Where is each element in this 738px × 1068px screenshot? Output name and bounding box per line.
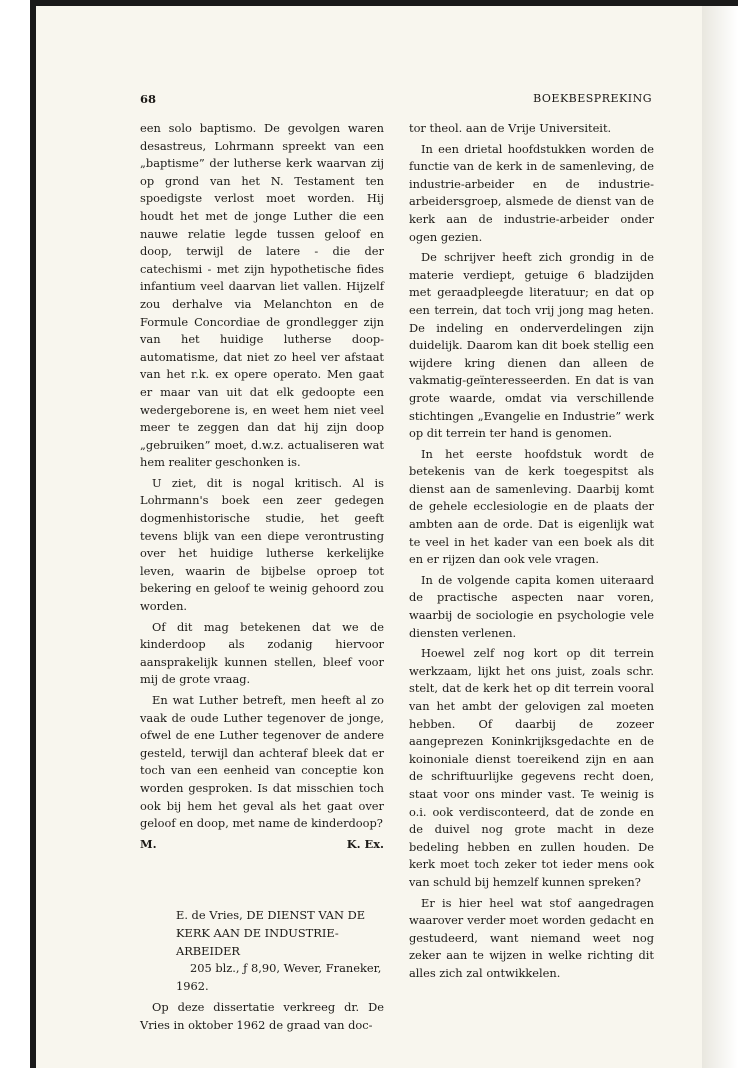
left-paragraph-1: een solo baptismo. De gevolgen waren desastreus, Lohrmann spreekt van een „baptisme” der lutherse kerk waarvan zij op grond van het N. Testament ten spoedigste verlost moet worden. Hij houdt het met de jonge Luther die een nauwe relatie legde tussen geloof en doop, terwijl de latere - die der catechismi - met zijn hypothetische fides infantium veel daarvan liet vallen. Hijzelf zou derhalve via Melanchton en de Formule Concordiae de grondlegger zijn van het huidige lutherse doop-automatisme, dat niet zo heel ver afstaat van het r.k. ex opere operato. Men gaat er maar van uit dat elk gedoopte een wedergeborene is, en weet hem niet veel meer te zeggen dan dat hij zijn doop „gebruiken” moet, d.w.z. actualiseren wat hem realiter geschonken is. — [140, 121, 384, 470]
right-paragraph-4: In het eerste hoofdstuk wordt de betekenis van de kerk toegespitst als dienst aan de samenleving. Daarbij komt de gehele ecclesiologie en de plaats der ambten aan de orde. Dat is eigenlijk wat te veel in het kader van een boek als dit en er rijzen dan ook vele vragen. — [409, 446, 654, 567]
left-paragraph-3: Of dit mag betekenen dat we de kinderdoop als zodanig hiervoor aansprakelijk kunnen stellen, bleef voor mij de grote vraag. — [140, 619, 384, 687]
right-paragraph-2: In een drietal hoofdstukken worden de functie van de kerk in de samenleving, de industrie-arbeider en de industrie-arbeidersgroep, alsmede de dienst van de kerk aan de industrie-arbeider onder ogen gezien. — [409, 141, 654, 244]
review-opening-paragraph: Op deze dissertatie verkreeg dr. De Vries in oktober 1962 de graad van doc- — [140, 1000, 384, 1032]
page-number: 68 — [140, 92, 157, 106]
signature-initial: M. — [140, 836, 157, 851]
right-paragraph-7: Er is hier heel wat stof aangedragen waarover verder moet worden gedacht en gestudeerd, want niemand weet nog zeker aan te wijzen in welke richting dit alles zich zal ontwikkelen. — [409, 895, 654, 980]
right-paragraph-6: Hoewel zelf nog kort op dit terrein werkzaam, lijkt het ons juist, zoals schr. stelt, dat de kerk het op dit terrein vooral van het ambt der gelovigen zal moeten hebben. Of daarbij de zozeer aangeprezen Koninkrijksgedachte en de koinoniale dienst toereikend zijn en aan de schriftuurlijke gegevens recht doen, staat voor ons minder vast. Te weinig is o.i. ook verdisconteerd, dat de zonde en de duivel nog grote macht in deze bedeling hebben en zullen houden. De kerk moet toch zeker tot ieder mens ook van schuld bij hemzelf kunnen spreken? — [409, 646, 654, 889]
section-gap — [140, 856, 384, 907]
right-paragraph-1: tor theol. aan de Vrije Universiteit. — [409, 121, 612, 135]
running-head: BOEKBESPREKING — [533, 92, 652, 105]
scan-shadow-right — [702, 6, 738, 1068]
right-column — [409, 120, 654, 986]
left-column — [140, 120, 384, 1038]
right-paragraph-3: De schrijver heeft zich grondig in de materie verdiept, getuige 6 bladzijden met geraadpleegde literatuur; en dat op een terrein, dat toch vrij jong mag heten. De indeling en onderverdelingen zijn duidelijk. Daarom kan dit boek stellig een wijdere kring dienen dan alleen de vakmatig-geïnteresseerden. En dat is van grote waarde, omdat via verschillende stichtingen „Evangelie en Industrie” werk op dit terrein ter hand is genomen. — [409, 250, 654, 441]
review-book-title: E. de Vries, DE DIENST VAN DE KERK AAN DE INDUSTRIE-ARBEIDER — [176, 908, 366, 958]
page-header — [140, 92, 652, 108]
left-paragraph-2: U ziet, dit is nogal kritisch. Al is Lohrmann's boek een zeer gedegen dogmenhistorische studie, het geeft tevens blijk van een diepe verontrusting over het huidige lutherse kerkelijke leven, waarin de bijbelse oproep tot bekering en geloof te weinig gehoord zou worden. — [140, 475, 384, 614]
review-book-heading — [176, 907, 384, 995]
signature-author: K. Ex. — [346, 836, 384, 851]
review-book-details: 205 blz., ƒ 8,90, Wever, Franeker, 1962. — [176, 961, 382, 993]
left-paragraph-4: En wat Luther betreft, men heeft al zo vaak de oude Luther tegenover de jonge, ofwel de ene Luther tegenover de andere gesteld, terwijl dan achteraf bleek dat er toch van een eenheid van conceptie kon worden gesproken. Is dat misschien toch ook bij hem het geval als het gaat over geloof en doop, met name de kinderdoop? — [140, 693, 384, 831]
review-signature — [140, 836, 384, 854]
right-paragraph-5: In de volgende capita komen uiteraard de practische aspecten naar voren, waarbij de sociologie en psychologie vele diensten verlenen. — [409, 572, 654, 640]
